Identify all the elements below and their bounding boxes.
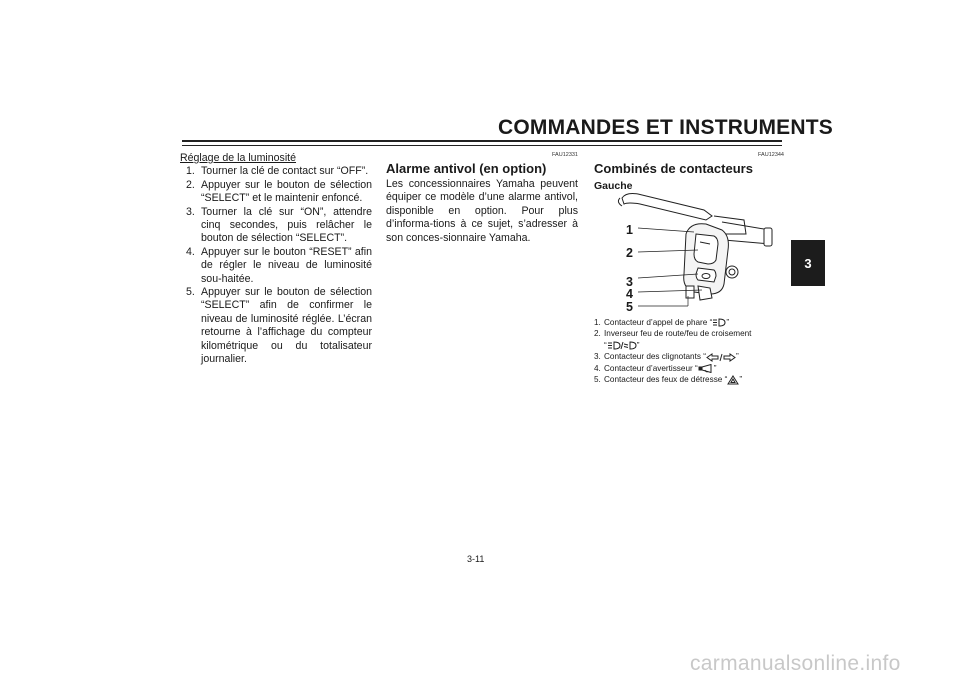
turn-signal-icon bbox=[706, 353, 736, 362]
callout-4: 4 bbox=[626, 287, 633, 301]
brightness-section bbox=[180, 152, 372, 367]
watermark: carmanualsonline.info bbox=[690, 652, 901, 675]
callout-3: 3 bbox=[626, 275, 633, 289]
alarm-section bbox=[386, 152, 578, 245]
list-item: 3. Contacteur des clignotants “ ” bbox=[594, 352, 739, 362]
section-subheading: Réglage de la luminosité bbox=[180, 152, 297, 164]
list-item: 4. Contacteur d’avertisseur “ ” bbox=[594, 363, 717, 373]
list-item: 2. Inverseur feu de route/feu de croisement “ ” bbox=[594, 329, 752, 350]
section-heading: Combinés de contacteurs bbox=[594, 161, 753, 176]
list-item: 4. Appuyer sur le bouton “RESET” afin de régler le niveau de luminosité sou-haitée. bbox=[186, 245, 372, 285]
high-beam-icon bbox=[712, 318, 726, 327]
list-item: 5. Contacteur des feux de détresse “ ” bbox=[594, 375, 743, 385]
list-item: 1. Tourner la clé de contact sur “OFF”. bbox=[186, 165, 369, 178]
callout-2: 2 bbox=[626, 246, 633, 260]
reference-code: FAU12344 bbox=[758, 152, 784, 158]
header-rule-thin bbox=[182, 145, 782, 146]
list-item: 5. Appuyer sur le bouton de sélection “SELECT” afin de confirmer le niveau de luminosité réglée. L’écran retourne à l’affichage du compteur kilométrique ou du totalisateur journalier. bbox=[186, 286, 372, 366]
list-item: 2. Appuyer sur le bouton de sélection “SELECT” et le maintenir enfoncé. bbox=[186, 178, 372, 205]
illustration-caption bbox=[594, 317, 789, 385]
section-body: Les concessionnaires Yamaha peuvent équiper ce modèle d’une alarme antivol, disponible en option. Pour plus d’informa-tions à ce sujet, s’adresser à son conces-sionnaire Yamaha. bbox=[386, 178, 578, 244]
section-subheading: Gauche bbox=[594, 180, 633, 192]
header-rule bbox=[182, 140, 782, 142]
callout-1: 1 bbox=[626, 223, 633, 237]
reference-code: FAU12331 bbox=[552, 152, 578, 158]
horn-icon bbox=[698, 364, 714, 373]
list-item: 1. Contacteur d’appel de phare “ ” bbox=[594, 318, 730, 327]
handlebar-switch-illustration bbox=[594, 190, 784, 314]
chapter-tab: 3 bbox=[791, 240, 825, 286]
page-number: 3-11 bbox=[467, 554, 485, 564]
page-title: COMMANDES ET INSTRUMENTS bbox=[498, 116, 833, 139]
callout-5: 5 bbox=[626, 300, 633, 314]
hazard-warning-icon bbox=[727, 375, 739, 385]
high-low-beam-icon bbox=[607, 341, 637, 350]
steps-list bbox=[180, 165, 372, 366]
section-heading: Alarme antivol (en option) bbox=[386, 161, 547, 176]
list-item: 3. Tourner la clé sur “ON”, attendre cinq secondes, puis relâcher le bouton de sélection “SELECT”. bbox=[186, 205, 372, 245]
